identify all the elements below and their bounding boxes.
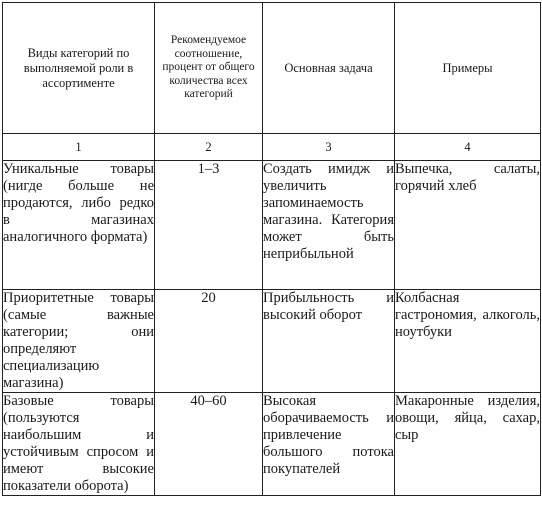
cell-examples: Колбасная гастрономия, алкоголь, ноутбуки xyxy=(395,290,541,393)
header-category-types: Виды категорий по выполняемой роли в ассортименте xyxy=(3,3,155,134)
cell-examples: Выпечка, салаты, горячий хлеб xyxy=(395,161,541,290)
column-number-1: 1 xyxy=(3,134,155,161)
column-number-3: 3 xyxy=(263,134,395,161)
table-row xyxy=(3,393,541,496)
cell-task: Высокая оборачиваемость и привлечение большого потока покупателей xyxy=(263,393,395,496)
cell-task: Создать имидж и увеличить запоминаемость магазина. Категория может быть неприбыльной xyxy=(263,161,395,290)
cell-task: Прибыльность и высокий оборот xyxy=(263,290,395,393)
cell-category: Базовые товары (пользуются наибольшим и устойчивым спросом и имеют высокие показатели оборота) xyxy=(3,393,154,494)
table-row xyxy=(3,290,541,393)
header-examples: Примеры xyxy=(395,3,541,134)
table-row xyxy=(3,161,541,290)
assortment-category-table xyxy=(2,2,541,496)
column-number-4: 4 xyxy=(395,134,541,161)
header-main-task: Основная задача xyxy=(263,3,395,134)
column-number-2: 2 xyxy=(155,134,263,161)
cell-share: 40–60 xyxy=(155,393,263,496)
column-number-row xyxy=(3,134,541,161)
table-header-row xyxy=(3,3,541,134)
cell-examples: Макаронные изделия, овощи, яйца, сахар, сыр xyxy=(395,393,541,496)
header-recommended-share: Рекомендуемое соотношение, процент от общего количества всех категорий xyxy=(155,3,263,134)
cell-category: Приоритетные товары (самые важные категории; они определяют специализацию магазина) xyxy=(3,290,154,391)
cell-category: Уникальные товары (нигде больше не продаются, либо редко в магазинах аналогичного формата) xyxy=(3,161,155,290)
cell-share: 1–3 xyxy=(155,161,263,290)
cell-share: 20 xyxy=(155,290,263,393)
